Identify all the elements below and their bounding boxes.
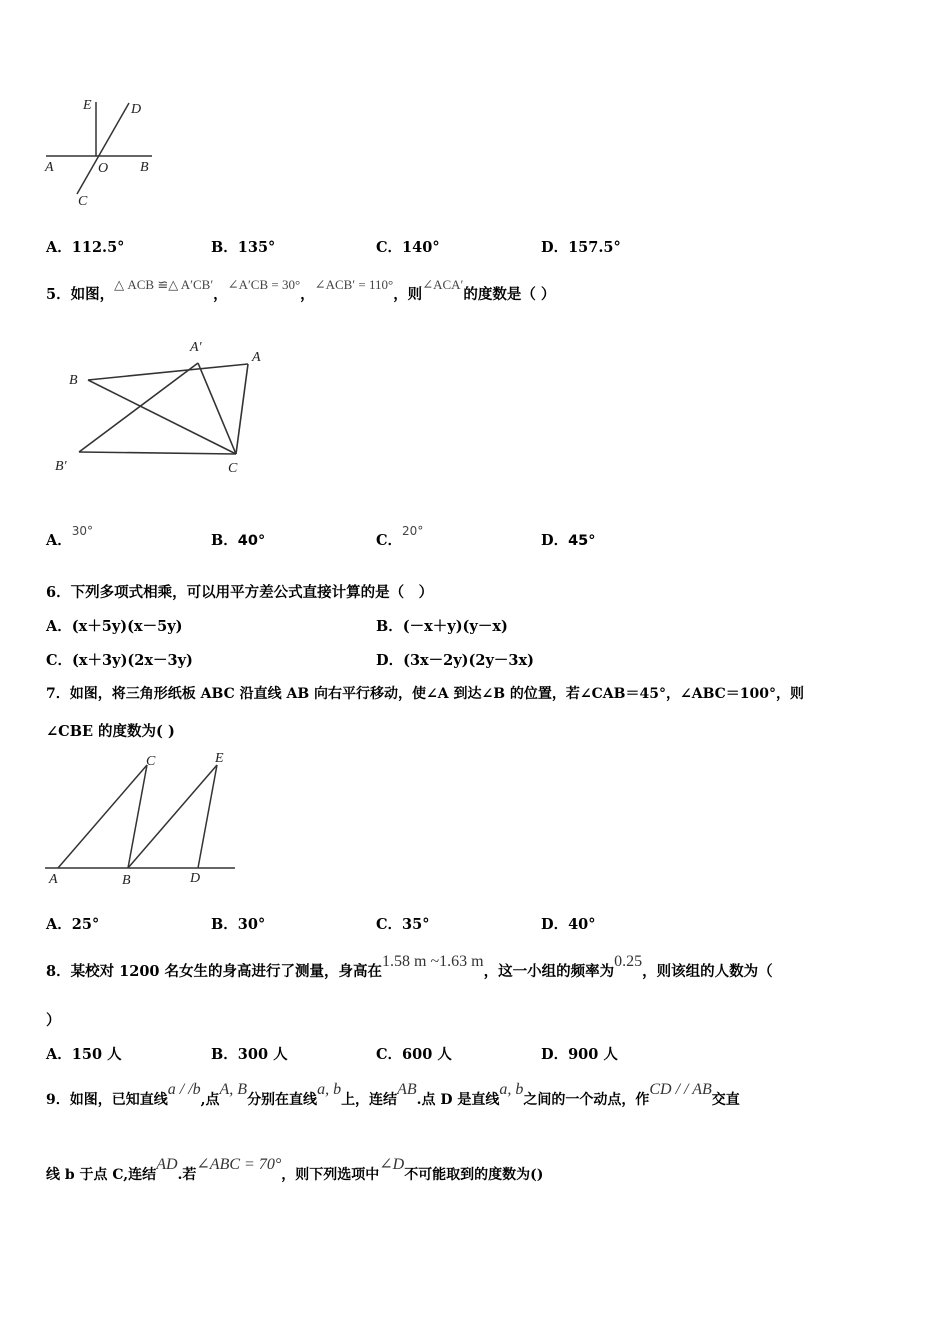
seg-bc — [128, 765, 147, 868]
q8-option-b: B．300 人 — [211, 1046, 288, 1063]
figure-q4 — [40, 95, 160, 215]
q4-option-a: A．112.5° — [46, 239, 125, 256]
question-8-line-2: ） — [46, 1012, 61, 1029]
q6-option-d: D．(3x－2y)(2y－3x) — [376, 652, 535, 669]
label-a: A — [49, 872, 58, 887]
seg-ac — [236, 364, 248, 454]
seg-ac — [58, 765, 147, 868]
q4-option-d: D．157.5° — [541, 239, 621, 256]
label-e: E — [83, 98, 92, 113]
q7-option-d: D．40° — [541, 916, 596, 933]
label-o: O — [98, 161, 109, 176]
q7-option-c: C．35° — [376, 916, 430, 933]
seg-b-prime-c — [79, 452, 236, 454]
label-a: A — [45, 160, 54, 175]
label-d: D — [131, 102, 142, 117]
seg-ac-prime — [198, 363, 236, 454]
question-8: 8．某校对 1200 名女生的身高进行了测量，身高在1.58 m ~1.63 m，这一小组的频率为0.25，则该组的人数为（ — [46, 953, 773, 980]
q5-option-c: C．$^{20^\circ}$ — [376, 524, 424, 549]
label-e: E — [215, 751, 224, 766]
label-a: A — [252, 350, 261, 365]
question-5: 5．如图，△ ACB ≌△ A′CB′，∠A′CB = 30°，∠ACB′ = 110°，则∠ACA′的度数是（ ） — [46, 277, 556, 303]
question-9-line-1: 9．如图，已知直线a / /b,点A, B分别在直线a, b上，连结AB.点 D 是直线a, b之间的一个动点，作CD / / AB交直 — [46, 1081, 740, 1108]
question-7-line-1: 7．如图，将三角形纸板 ABC 沿直线 AB 向右平行移动，使∠A 到达∠B 的位置，若∠CAB＝45°，∠ABC＝100°，则 — [46, 686, 805, 702]
q8-option-d: D．900 人 — [541, 1046, 618, 1063]
q6-option-c: C．(x＋3y)(2x－3y) — [46, 652, 193, 669]
figure-q7 — [40, 745, 240, 890]
seg-be — [128, 765, 217, 868]
q4-option-b: B．135° — [211, 239, 276, 256]
q6-option-b: B．(－x＋y)(y－x) — [376, 618, 508, 635]
figure-q5 — [50, 330, 280, 480]
label-b: B — [122, 873, 131, 888]
label-b: B — [69, 373, 78, 388]
q5-option-b: B．40° — [211, 532, 266, 549]
q8-option-c: C．600 人 — [376, 1046, 452, 1063]
seg-de — [198, 765, 217, 868]
q8-option-a: A．150 人 — [46, 1046, 122, 1063]
label-d: D — [190, 871, 201, 886]
q4-option-c: C．140° — [376, 239, 440, 256]
q5-option-a: A．$^{30^\circ}$ — [46, 524, 94, 549]
label-c: C — [146, 754, 156, 769]
q5-option-d: D．45° — [541, 532, 596, 549]
label-a-prime: A′ — [190, 340, 202, 355]
label-b: B — [140, 160, 149, 175]
label-b-prime: B′ — [55, 459, 67, 474]
seg-ba — [88, 364, 248, 380]
q6-option-a: A．(x＋5y)(x－5y) — [46, 618, 183, 635]
label-c: C — [228, 461, 238, 476]
question-9-line-2: 线 b 于点 C,连结AD.若∠ABC = 70°，则下列选项中∠D不可能取到的度数为() — [46, 1156, 544, 1183]
seg-a-prime-b-prime — [79, 363, 198, 452]
q7-option-a: A．25° — [46, 916, 100, 933]
line-cd — [77, 103, 129, 194]
seg-bc — [88, 380, 236, 454]
q7-option-b: B．30° — [211, 916, 266, 933]
question-6: 6．下列多项式相乘，可以用平方差公式直接计算的是（ ） — [46, 584, 434, 601]
label-c: C — [78, 194, 88, 209]
question-7-line-2: ∠CBE 的度数为( ) — [46, 723, 175, 740]
